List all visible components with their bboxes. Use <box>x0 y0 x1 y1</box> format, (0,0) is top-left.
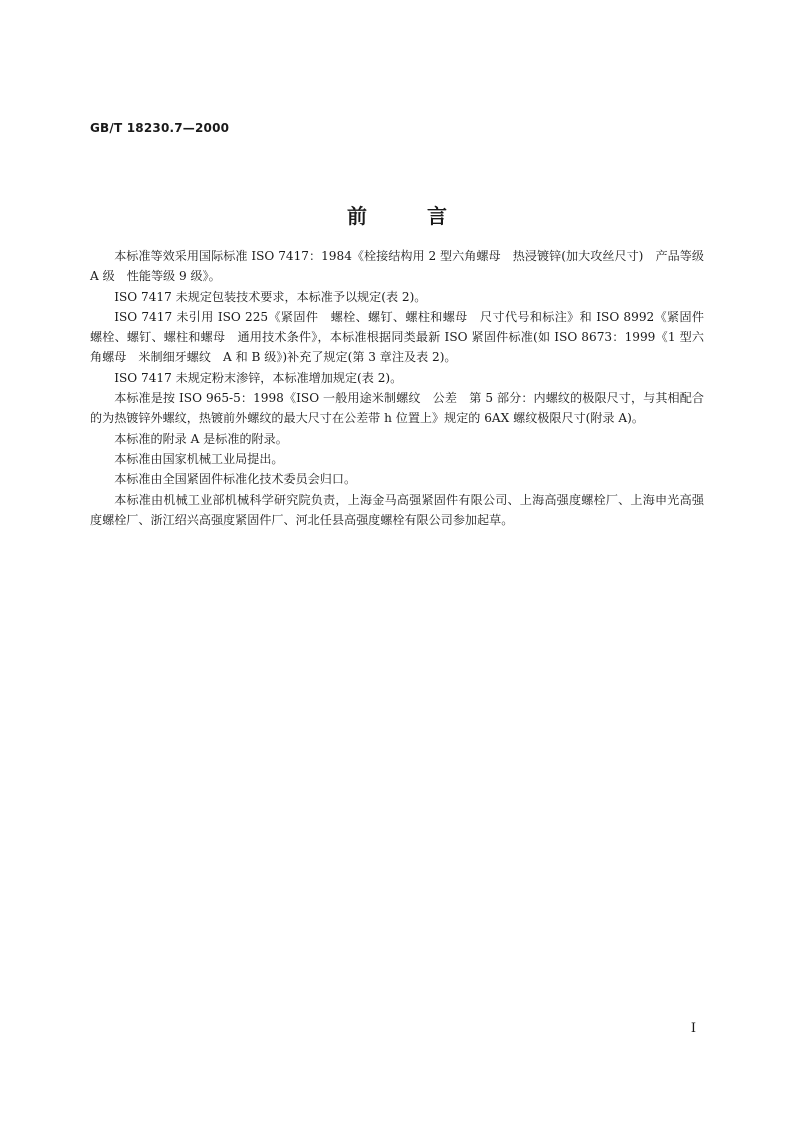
page-number: I <box>690 1021 696 1036</box>
paragraph-equivalence: 本标准等效采用国际标准 ISO 7417：1984《栓接结构用 2 型六角螺母 热浸镀锌(加大攻丝尺寸) 产品等级 A 级 性能等级 9 级》。 <box>90 249 704 284</box>
paragraph-proposer: 本标准由国家机械工业局提出。 <box>114 451 284 466</box>
page-title-char-1: 前 <box>347 204 367 228</box>
standard-code: GB/T 18230.7—2000 <box>90 121 230 135</box>
paragraph-packaging: ISO 7417 未规定包装技术要求，本标准予以规定(表 2)。 <box>114 289 427 304</box>
paragraph-appendix: 本标准的附录 A 是标准的附录。 <box>114 431 288 446</box>
paragraph-thread-limits: 本标准是按 ISO 965-5：1998《ISO 一般用途米制螺纹 公差 第 5 部分：内螺纹的极限尺寸，与其相配合的为热镀锌外螺纹，热镀前外螺纹的最大尺寸在公差带 h 位置上》规定的 6AX 螺纹极限尺寸(附录 A)。 <box>90 391 704 426</box>
paragraph-drafters: 本标准由机械工业部机械科学研究院负责，上海金马高强紧固件有限公司、上海高强度螺栓厂、上海申光高强度螺栓厂、浙江绍兴高强度紧固件厂、河北任县高强度螺栓有限公司参加起草。 <box>90 492 704 527</box>
page-title-char-2: 言 <box>427 204 447 228</box>
page-title <box>0 200 794 229</box>
preface-body <box>90 246 717 530</box>
paragraph-references: ISO 7417 未引用 ISO 225《紧固件 螺栓、螺钉、螺柱和螺母 尺寸代号和标注》和 ISO 8992《紧固件 螺栓、螺钉、螺柱和螺母 通用技术条件》，本标准根据同类最新 ISO 紧固件标准(如 ISO 8673：1999《1 型六角螺母 米制细牙螺纹 A 和 B 级》)补充了规定(第 3 章注及表 2)。 <box>90 309 717 365</box>
paragraph-administrator: 本标准由全国紧固件标准化技术委员会归口。 <box>114 472 357 487</box>
paragraph-powder-zinc: ISO 7417 未规定粉末渗锌，本标准增加规定(表 2)。 <box>114 370 403 385</box>
